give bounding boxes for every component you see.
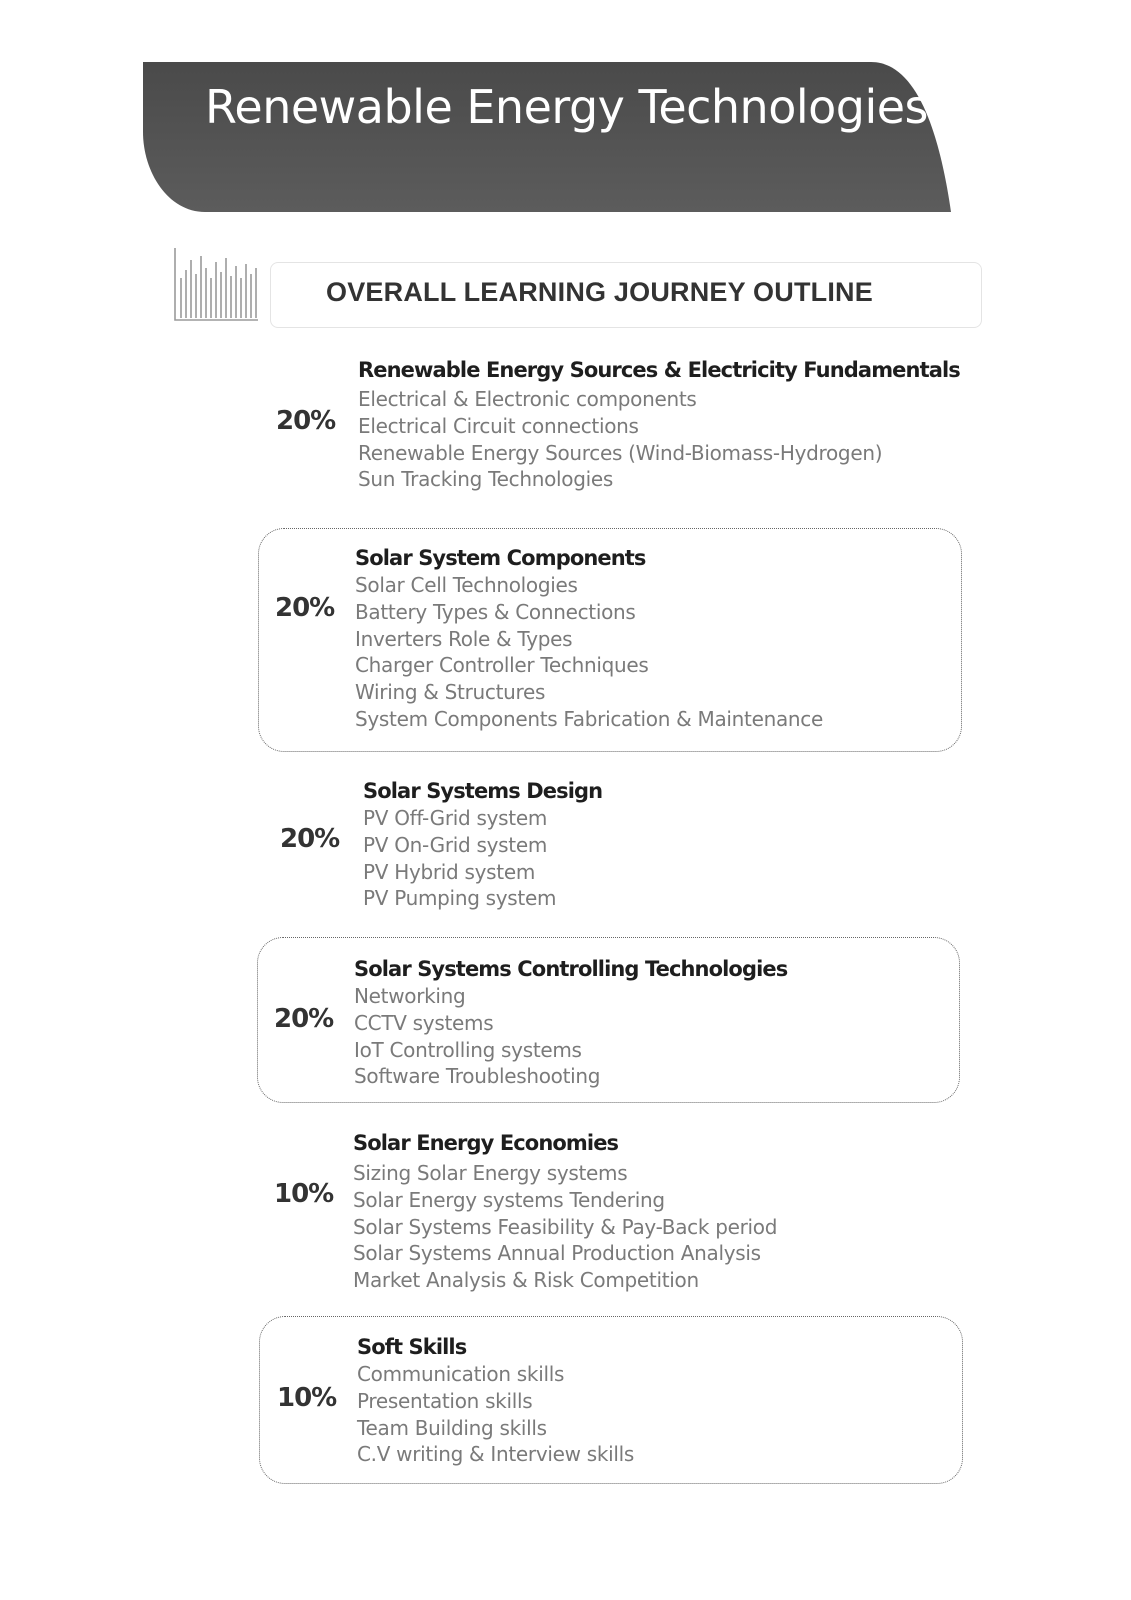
header-banner — [143, 62, 973, 222]
topic-item: Networking — [354, 984, 466, 1008]
module-title: Renewable Energy Sources & Electricity Fundamentals — [358, 358, 960, 382]
topic-item: Solar Systems Annual Production Analysis — [353, 1241, 761, 1266]
topic-item: Inverters Role & Types — [355, 626, 573, 651]
topic-item: Solar Cell Technologies — [355, 573, 578, 597]
bar-chart-icon — [170, 248, 262, 328]
module-controlling-tech — [257, 937, 960, 1103]
module-title: Solar Systems Design — [363, 779, 603, 803]
module-percent: 20% — [276, 406, 336, 436]
topic-item: PV Hybrid system — [363, 859, 536, 884]
topic-item: PV On-Grid system — [363, 832, 548, 857]
topic-item: Market Analysis & Risk Competition — [353, 1268, 699, 1293]
module-title: Solar Systems Controlling Technologies — [354, 957, 788, 981]
module-solar-components — [258, 528, 962, 752]
module-percent: 20% — [274, 1004, 334, 1034]
topic-item: Software Troubleshooting — [354, 1064, 601, 1089]
outline-title: OVERALL LEARNING JOURNEY OUTLINE — [326, 277, 873, 307]
topic-item: PV Pumping system — [363, 886, 557, 911]
topic-item: Sizing Solar Energy systems — [353, 1161, 628, 1185]
topic-item: Team Building skills — [357, 1415, 547, 1440]
topic-item: Communication skills — [357, 1362, 565, 1386]
module-percent: 20% — [275, 593, 335, 623]
topic-item: Battery Types & Connections — [355, 599, 636, 624]
topic-item: Electrical Circuit connections — [358, 413, 639, 438]
topic-item: Wiring & Structures — [355, 680, 546, 705]
topic-item: Solar Systems Feasibility & Pay-Back period — [353, 1214, 778, 1239]
topic-item: IoT Controlling systems — [354, 1037, 582, 1062]
topic-item: Sun Tracking Technologies — [358, 467, 614, 492]
module-title: Solar System Components — [355, 546, 646, 570]
topic-item: System Components Fabrication & Maintenance — [355, 706, 823, 731]
topic-item: Charger Controller Techniques — [355, 653, 649, 678]
page-title: Renewable Energy Technologies — [205, 80, 929, 134]
topic-item: Electrical & Electronic components — [358, 387, 697, 411]
module-solar-design — [258, 772, 963, 922]
topic-item: Presentation skills — [357, 1388, 533, 1413]
module-title: Solar Energy Economies — [353, 1131, 619, 1155]
module-percent: 10% — [274, 1179, 334, 1209]
module-soft-skills — [259, 1316, 963, 1484]
topic-item: PV Off-Grid system — [363, 806, 548, 830]
module-title: Soft Skills — [357, 1335, 467, 1359]
topic-item: Solar Energy systems Tendering — [353, 1187, 665, 1212]
topic-item: C.V writing & Interview skills — [357, 1442, 635, 1467]
module-renewable-fundamentals — [258, 352, 963, 502]
topic-item: CCTV systems — [354, 1010, 494, 1035]
topic-item: Renewable Energy Sources (Wind-Biomass-Hydrogen) — [358, 440, 883, 465]
module-solar-economies — [258, 1125, 963, 1295]
module-percent: 10% — [277, 1383, 337, 1413]
module-percent: 20% — [280, 824, 340, 854]
